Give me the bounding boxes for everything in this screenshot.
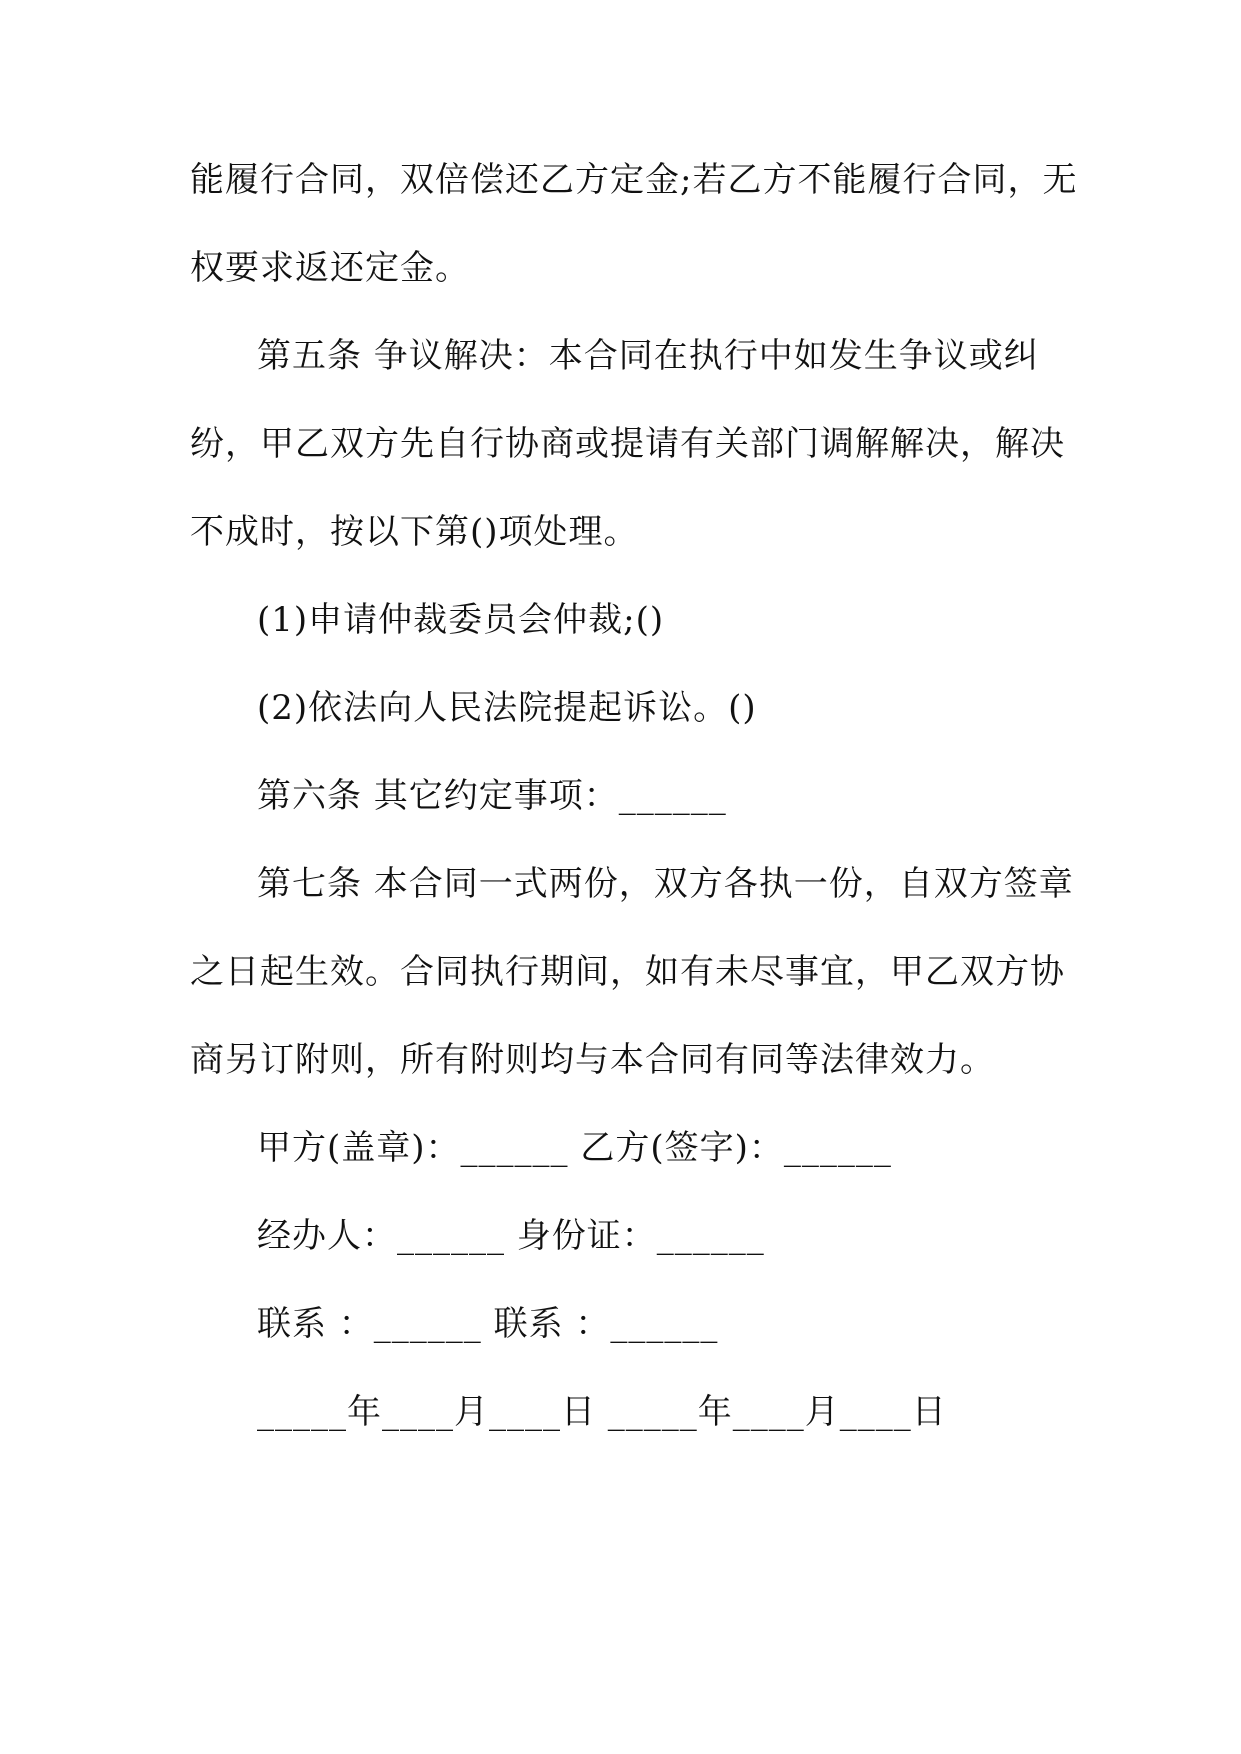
article-6: 第六条 其它约定事项：______ bbox=[257, 776, 727, 816]
paragraph-line-1: 能履行合同，双倍偿还乙方定金;若乙方不能履行合同，无 bbox=[190, 160, 1078, 200]
option-1: (1)申请仲裁委员会仲裁;() bbox=[257, 600, 665, 640]
article-7-line-3: 商另订附则，所有附则均与本合同有同等法律效力。 bbox=[190, 1040, 995, 1080]
article-5-line-2: 纷，甲乙双方先自行协商或提请有关部门调解解决，解决 bbox=[190, 424, 1065, 464]
signature-line-dates: _____年____月____日 _____年____月____日 bbox=[257, 1392, 947, 1432]
signature-line-parties: 甲方(盖章)：______ 乙方(签字)：______ bbox=[257, 1128, 892, 1168]
article-7-line-2: 之日起生效。合同执行期间，如有未尽事宜，甲乙双方协 bbox=[190, 952, 1065, 992]
paragraph-line-2: 权要求返还定金。 bbox=[190, 248, 470, 288]
article-5-line-3: 不成时，按以下第()项处理。 bbox=[190, 512, 639, 552]
option-2: (2)依法向人民法院提起诉讼。() bbox=[257, 688, 757, 728]
signature-line-agent-id: 经办人：______ 身份证：______ bbox=[257, 1216, 765, 1256]
article-5-heading-line: 第五条 争议解决：本合同在执行中如发生争议或纠 bbox=[257, 336, 1039, 376]
article-7-line-1: 第七条 本合同一式两份，双方各执一份，自双方签章 bbox=[257, 864, 1074, 904]
signature-line-contact: 联系 ：______ 联系 ：______ bbox=[257, 1304, 719, 1344]
